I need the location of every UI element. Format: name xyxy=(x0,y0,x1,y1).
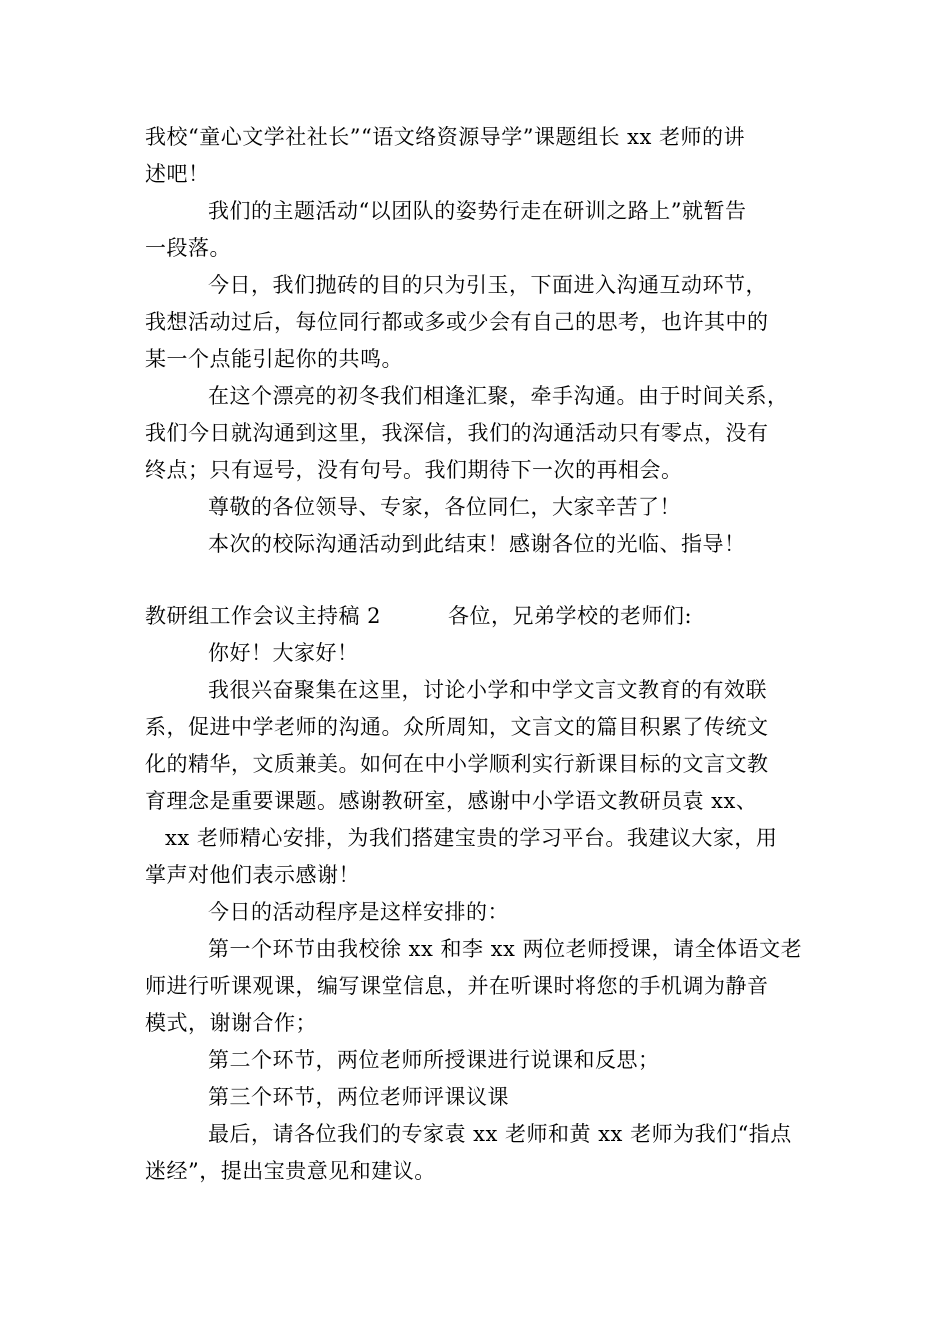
paragraph-line: 第二个环节，两位老师所授课进行说课和反思； xyxy=(208,1048,660,1072)
paragraph-line: 尊敬的各位领导、专家，各位同仁，大家辛苦了！ xyxy=(208,495,681,519)
paragraph-line: 模式，谢谢合作； xyxy=(145,1011,317,1035)
paragraph-line: 在这个漂亮的初冬我们相逢汇聚，牵手沟通。由于时间关系， xyxy=(208,384,789,408)
paragraph-line: 我校“童心文学社社长”“语文络资源导学”课题组长 xx 老师的讲 xyxy=(145,125,745,149)
section-title: 教研组工作会议主持稿 2 xyxy=(145,604,382,628)
paragraph-line: 我们的主题活动“以团队的姿势行走在研训之路上”就暂告 xyxy=(208,199,747,223)
paragraph-line: xx 老师精心安排，为我们搭建宝贵的学习平台。我建议大家，用 xyxy=(165,826,778,850)
paragraph-line: 你好！大家好！ xyxy=(208,641,359,665)
paragraph-line: 师进行听课观课，编写课堂信息，并在听课时将您的手机调为静音 xyxy=(145,974,769,998)
paragraph-line: 我想活动过后，每位同行都或多或少会有自己的思考，也许其中的 xyxy=(145,310,769,334)
paragraph-line: 我很兴奋聚集在这里，讨论小学和中学文言文教育的有效联 xyxy=(208,678,767,702)
paragraph-line: 述吧！ xyxy=(145,162,210,186)
paragraph-line: 某一个点能引起你的共鸣。 xyxy=(145,347,403,371)
section-greeting: 各位，兄弟学校的老师们: xyxy=(448,604,693,628)
paragraph-line: 今日，我们抛砖的目的只为引玉，下面进入沟通互动环节， xyxy=(208,273,767,297)
paragraph-line: 本次的校际沟通活动到此结束！感谢各位的光临、指导！ xyxy=(208,532,746,556)
paragraph-line: 一段落。 xyxy=(145,236,231,260)
paragraph-line: 第三个环节，两位老师评课议课 xyxy=(208,1085,509,1109)
paragraph-line: 最后，请各位我们的专家袁 xx 老师和黄 xx 老师为我们“指点 xyxy=(208,1122,792,1146)
paragraph-line: 终点；只有逗号，没有句号。我们期待下一次的再相会。 xyxy=(145,458,683,482)
paragraph-line: 化的精华，文质兼美。如何在中小学顺利实行新课目标的文言文教 xyxy=(145,752,769,776)
paragraph-line: 系，促进中学老师的沟通。众所周知，文言文的篇目积累了传统文 xyxy=(145,715,769,739)
paragraph-line: 我们今日就沟通到这里，我深信，我们的沟通活动只有零点，没有 xyxy=(145,421,769,445)
paragraph-line: 掌声对他们表示感谢！ xyxy=(145,863,360,887)
paragraph-line: 第一个环节由我校徐 xx 和李 xx 两位老师授课，请全体语文老 xyxy=(208,937,803,961)
paragraph-line: 迷经”，提出宝贵意见和建议。 xyxy=(145,1159,436,1183)
paragraph-line: 今日的活动程序是这样安排的： xyxy=(208,900,509,924)
paragraph-line: 育理念是重要课题。感谢教研室，感谢中小学语文教研员袁 xx、 xyxy=(145,789,758,813)
